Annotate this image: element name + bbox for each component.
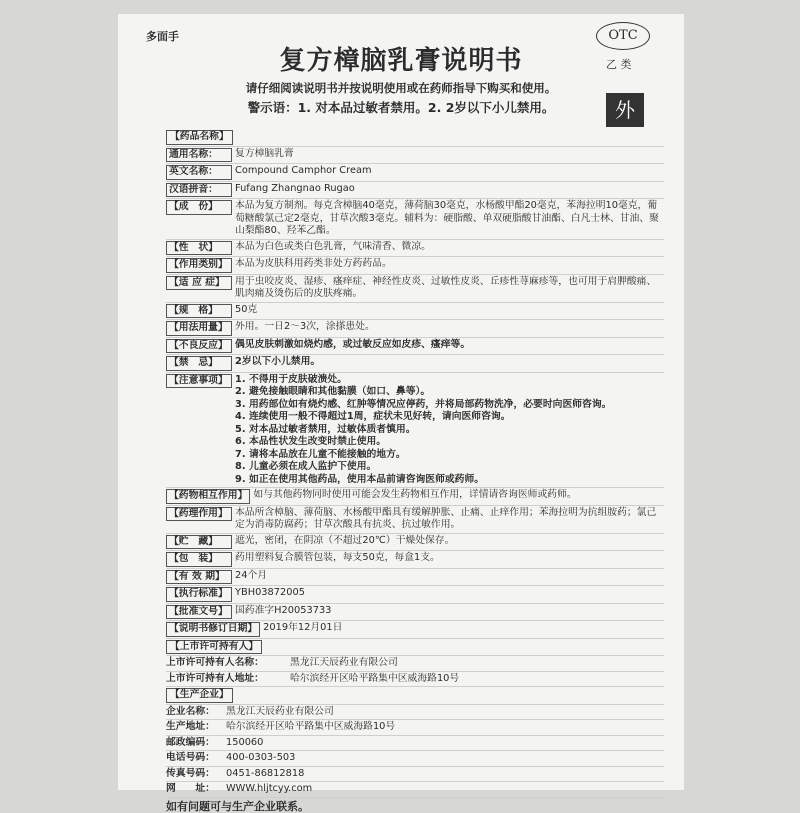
info-row xyxy=(166,751,664,767)
row-value: 黑龙江天辰药业有限公司 xyxy=(290,657,664,670)
list-item: 4. 连续使用一般不得超过1周，症状未见好转，请向医师咨询。 xyxy=(235,411,664,424)
row-value: 本品为白色或类白色乳膏，气味清香、微凉。 xyxy=(235,241,664,256)
row-label: 生产地址： xyxy=(166,721,226,734)
row-label: 【有 效 期】 xyxy=(166,570,232,585)
instruction-line: 请仔细阅读说明书并按说明使用或在药师指导下购买和使用。 xyxy=(118,80,684,96)
row-label: 【禁 忌】 xyxy=(166,356,232,371)
row-value: 遮光，密闭，在阴凉（不超过20℃）干燥处保存。 xyxy=(235,535,664,550)
info-row xyxy=(166,782,664,798)
row-value: 偶见皮肤刺激如烧灼感，或过敏反应如皮疹、瘙痒等。 xyxy=(235,339,664,354)
row-label: 上市许可持有人名称： xyxy=(166,657,290,670)
info-row xyxy=(166,767,664,783)
info-row xyxy=(166,199,664,240)
row-value: 黑龙江天辰药业有限公司 xyxy=(226,706,664,719)
row-value: 药用塑料复合膜管包装，每支50克，每盒1支。 xyxy=(235,552,664,567)
row-value: 24个月 xyxy=(235,570,664,585)
row-value: Compound Camphor Cream xyxy=(235,165,664,180)
row-value: 2019年12月01日 xyxy=(263,622,664,637)
row-label: 通用名称： xyxy=(166,148,232,163)
row-value: 400-0303-503 xyxy=(226,752,664,765)
info-row xyxy=(166,569,664,587)
warning-line: 警示语：1. 对本品过敏者禁用。2. 2岁以下小儿禁用。 xyxy=(118,98,684,116)
info-row xyxy=(166,338,664,356)
row-value: 2岁以下小儿禁用。 xyxy=(235,356,664,371)
info-row xyxy=(166,275,664,303)
row-label: 【包 装】 xyxy=(166,552,232,567)
list-item: 7. 请将本品放在儿童不能接触的地方。 xyxy=(235,449,664,462)
row-value: 用于虫咬皮炎、湿疹、瘙痒症、神经性皮炎、过敏性皮炎、丘疹性荨麻疹等，也可用于肩胛酸痛、肌肉痛及烫伤后的皮肤疼痛。 xyxy=(235,276,664,301)
row-value: 哈尔滨经开区哈平路集中区威海路10号 xyxy=(290,673,664,686)
row-label: 【药理作用】 xyxy=(166,507,232,522)
section-holder xyxy=(166,639,664,657)
row-label: 【注意事项】 xyxy=(166,374,232,389)
info-row xyxy=(166,488,664,506)
row-value: 0451-86812818 xyxy=(226,768,664,781)
row-label: 【贮 藏】 xyxy=(166,535,232,550)
section-manufacturer xyxy=(166,687,664,705)
row-value: YBH03872005 xyxy=(235,587,664,602)
row-value: 本品所含樟脑、薄荷脑、水杨酸甲酯具有缓解肿胀、止痛、止痒作用；苯海拉明为抗组胺药；氯己定为消毒防腐药；甘草次酸具有抗炎、抗过敏作用。 xyxy=(235,507,664,532)
info-row xyxy=(166,656,664,672)
info-row xyxy=(166,672,664,688)
row-value: 本品为皮肤科用药类非处方药药品。 xyxy=(235,258,664,273)
row-value: 复方樟脑乳膏 xyxy=(235,148,664,163)
list-item: 8. 儿童必须在成人监护下使用。 xyxy=(235,461,664,474)
row-value: 如与其他药物同时使用可能会发生药物相互作用，详情请咨询医师或药师。 xyxy=(253,489,664,504)
row-value: 本品为复方制剂。每克含樟脑40毫克，薄荷脑30毫克，水杨酸甲酯20毫克，苯海拉明10毫克，葡萄糖酸氯己定2毫克，甘草次酸3毫克。辅料为：硬脂酸、单双硬脂酸甘油酯、白凡士林、甘油、聚山梨酯80、羟苯乙酯。 xyxy=(235,200,664,238)
section-label: 【上市许可持有人】 xyxy=(166,640,262,655)
info-row xyxy=(166,320,664,338)
row-label: 【成 份】 xyxy=(166,200,232,215)
row-label: 【批准文号】 xyxy=(166,605,232,620)
info-row xyxy=(166,506,664,534)
info-row xyxy=(166,355,664,373)
info-row xyxy=(166,147,664,165)
row-label: 【说明书修订日期】 xyxy=(166,622,260,637)
info-row xyxy=(166,303,664,321)
row-label: 网 址： xyxy=(166,783,226,796)
row-label: 英文名称： xyxy=(166,165,232,180)
page-title: 复方樟脑乳膏说明书 xyxy=(118,40,684,77)
row-label: 电话号码： xyxy=(166,752,226,765)
row-label: 传真号码： xyxy=(166,768,226,781)
precautions-row xyxy=(166,373,664,489)
list-item: 3. 用药部位如有烧灼感、红肿等情况应停药，并将局部药物洗净，必要时向医师咨询。 xyxy=(235,399,664,412)
info-row xyxy=(166,586,664,604)
info-row xyxy=(166,182,664,200)
list-item: 1. 不得用于皮肤破溃处。 xyxy=(235,374,664,387)
row-label: 邮政编码： xyxy=(166,737,226,750)
info-row xyxy=(166,164,664,182)
row-value: 外用。一日2～3次，涂搽患处。 xyxy=(235,321,664,336)
row-label: 【用法用量】 xyxy=(166,321,232,336)
info-row xyxy=(166,621,664,639)
leaflet-paper xyxy=(118,14,684,790)
row-label: 【作用类别】 xyxy=(166,258,232,273)
row-label: 【性 状】 xyxy=(166,241,232,256)
row-value: Fufang Zhangnao Rugao xyxy=(235,183,664,198)
info-row xyxy=(166,736,664,752)
external-use-mark: 外 xyxy=(606,93,644,127)
brand-logo: 多面手 xyxy=(146,28,179,44)
section-label: 【生产企业】 xyxy=(166,688,233,703)
row-value: WWW.hljtcyy.com xyxy=(226,783,664,796)
info-row xyxy=(166,240,664,258)
row-label: 【药物相互作用】 xyxy=(166,489,250,504)
row-value: 国药准字H20053733 xyxy=(235,605,664,620)
info-table xyxy=(166,129,664,813)
info-row xyxy=(166,551,664,569)
info-row xyxy=(166,705,664,721)
list-item: 2. 避免接触眼睛和其他黏膜（如口、鼻等）。 xyxy=(235,386,664,399)
list-item: 9. 如正在使用其他药品，使用本品前请咨询医师或药师。 xyxy=(235,474,664,487)
row-label: 【适 应 症】 xyxy=(166,276,232,291)
precautions-list xyxy=(235,374,664,487)
info-row xyxy=(166,720,664,736)
row-label: 上市许可持有人地址： xyxy=(166,673,290,686)
row-value: 哈尔滨经开区哈平路集中区威海路10号 xyxy=(226,721,664,734)
info-row xyxy=(166,534,664,552)
contact-note: 如有问题可与生产企业联系。 xyxy=(166,798,664,813)
row-value: 50克 xyxy=(235,304,664,319)
row-label: 企业名称： xyxy=(166,706,226,719)
info-row xyxy=(166,604,664,622)
row-label: 【不良反应】 xyxy=(166,339,232,354)
row-value: 150060 xyxy=(226,737,664,750)
row-label: 【规 格】 xyxy=(166,304,232,319)
info-row xyxy=(166,257,664,275)
section-label: 【药品名称】 xyxy=(166,130,233,145)
row-label: 汉语拼音： xyxy=(166,183,232,198)
otc-badge: OTC xyxy=(596,22,650,50)
list-item: 5. 对本品过敏者禁用，过敏体质者慎用。 xyxy=(235,424,664,437)
row-label: 【执行标准】 xyxy=(166,587,232,602)
otc-class-label: 乙 类 xyxy=(606,56,632,72)
section-drug-name xyxy=(166,129,664,147)
list-item: 6. 本品性状发生改变时禁止使用。 xyxy=(235,436,664,449)
